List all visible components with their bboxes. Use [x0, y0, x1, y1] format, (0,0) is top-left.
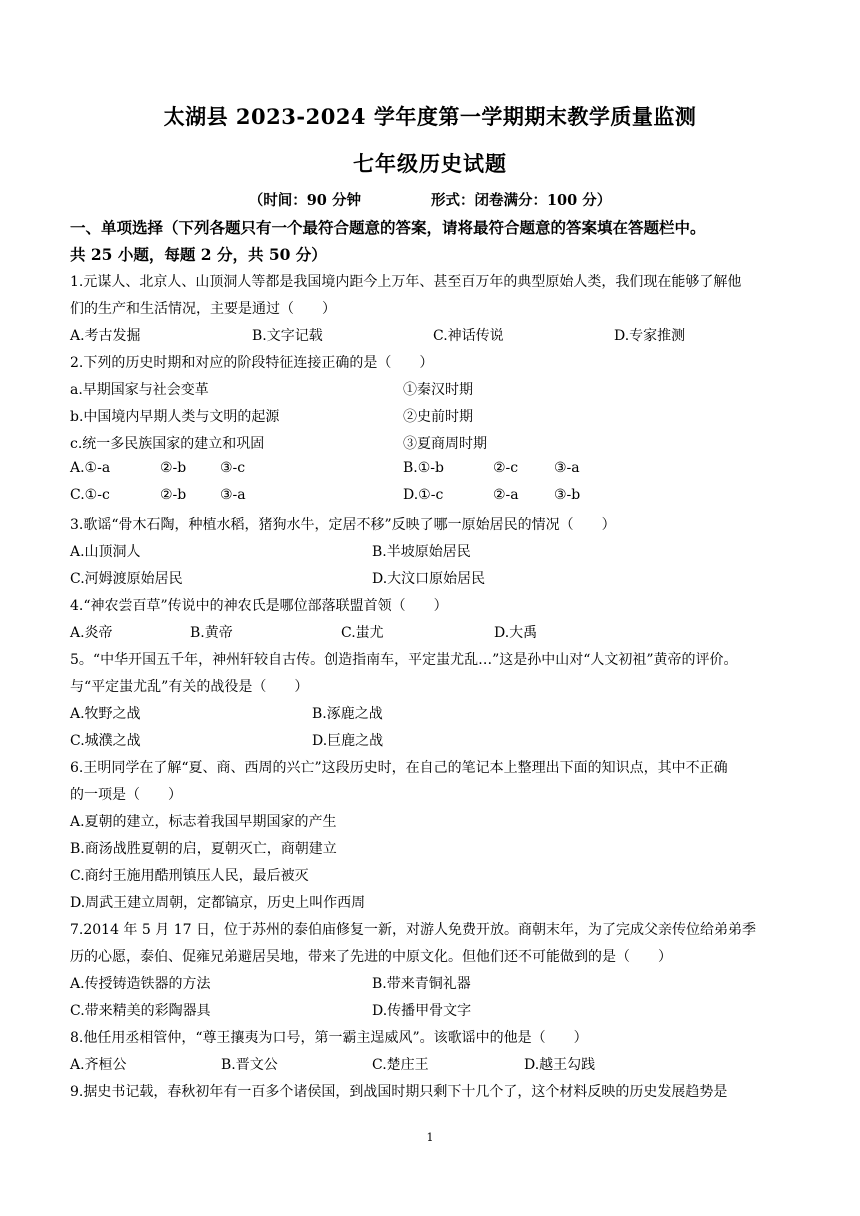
q7-options-row: [70, 973, 810, 993]
exam-meta: [0, 189, 860, 210]
q5-stem-line1: 5。“中华开国五千年，神州轩较自古传。创造指南车，平定蚩尤乱…”这是孙中山对“人文初祖”黄帝的评价。: [70, 652, 738, 668]
q2-option-c-part: ②-b: [160, 487, 187, 503]
q2-pair-row: [70, 406, 810, 426]
exam-form: 形式：闭卷满分：100 分）: [430, 192, 612, 209]
q2-option-c-part: ③-a: [220, 487, 246, 503]
q1-option-b: B.文字记载: [252, 328, 323, 344]
section-heading-line1: 一、单项选择（下列各题只有一个最符合题意的答案，请将最符合题意的答案填在答题栏中。: [70, 218, 706, 237]
section-heading-line2: 共 25 小题，每题 2 分，共 50 分）: [70, 245, 327, 264]
q4-option-d: D.大禹: [494, 625, 538, 641]
q8-stem: 8.他任用丞相管仲，“尊王攘夷为口号，第一霸主逞威风”。该歌谣中的他是（ ）: [70, 1030, 588, 1046]
q2-stem: 2.下列的历史时期和对应的阶段特征连接正确的是（ ）: [70, 355, 434, 371]
q3-options-row: [70, 541, 810, 561]
q2-options-row: [70, 487, 810, 507]
q5-options-row: [70, 730, 810, 750]
q2-pair-left: c.统一多民族国家的建立和巩固: [70, 436, 265, 452]
q5-stem-line2: 与“平定蚩尤乱”有关的战役是（ ）: [70, 679, 309, 695]
q3-options-row: [70, 568, 810, 588]
q6-option-d: D.周武王建立周朝，定都镐京，历史上叫作西周: [70, 895, 366, 911]
page-number: 1: [426, 1131, 434, 1144]
q6-option-b: B.商汤战胜夏朝的启，夏朝灭亡，商朝建立: [70, 841, 337, 857]
q2-option-b: B.①-b: [403, 460, 444, 476]
q5-option-b: B.涿鹿之战: [312, 706, 383, 722]
q3-option-c: C.河姆渡原始居民: [70, 571, 183, 587]
q5-options-row: [70, 703, 810, 723]
q2-option-b-part: ③-a: [554, 460, 580, 476]
q1-options: [70, 325, 810, 345]
q2-pair-right: ③夏商周时期: [403, 436, 487, 452]
q2-option-a-part: ②-b: [160, 460, 187, 476]
q2-pair-left: a.早期国家与社会变革: [70, 382, 209, 398]
q4-stem: 4.“神农尝百草”传说中的神农氏是哪位部落联盟首领（ ）: [70, 598, 448, 614]
exam-subtitle: 七年级历史试题: [353, 151, 507, 176]
q9-stem: 9.据史书记载，春秋初年有一百多个诸侯国，到战国时期只剩下十几个了，这个材料反映的历史发展趋势是: [70, 1084, 728, 1100]
q1-option-d: D.专家推测: [614, 328, 686, 344]
q5-option-c: C.城濮之战: [70, 733, 141, 749]
q2-pair-row: [70, 433, 810, 453]
q4-option-b: B.黄帝: [190, 625, 233, 641]
q2-pair-left: b.中国境内早期人类与文明的起源: [70, 409, 280, 425]
q1-stem-line1: 1.元谋人、北京人、山顶洞人等都是我国境内距今上万年、甚至百万年的典型原始人类，我们现在能够了解他: [70, 274, 742, 290]
q6-option-c: C.商纣王施用酷刑镇压人民，最后被灭: [70, 868, 309, 884]
q6-option-a: A.夏朝的建立，标志着我国早期国家的产生: [70, 814, 337, 830]
q1-option-c: C.神话传说: [433, 328, 504, 344]
q7-options-row: [70, 1000, 810, 1020]
q3-option-d: D.大汶口原始居民: [372, 571, 486, 587]
q2-option-c: C.①-c: [70, 487, 110, 503]
q6-stem-line1: 6.王明同学在了解“夏、商、西周的兴亡”这段历史时，在自己的笔记本上整理出下面的知识点，其中不正确: [70, 760, 728, 776]
q2-pair-row: [70, 379, 810, 399]
q7-stem-line2: 历的心愿，泰伯、促雍兄弟避居吴地，带来了先进的中原文化。但他们还不可能做到的是（ ）: [70, 949, 672, 965]
q8-option-c: C.楚庄王: [372, 1057, 429, 1073]
q8-option-b: B.晋文公: [221, 1057, 278, 1073]
q7-stem-line1: 7.2014 年 5 月 17 日，位于苏州的泰伯庙修复一新，对游人免费开放。商朝末年，为了完成父亲传位给弟弟季: [70, 922, 756, 938]
exam-time: （时间：90 分钟: [248, 192, 361, 209]
q8-option-d: D.越王勾践: [524, 1057, 596, 1073]
exam-title: 太湖县 2023-2024 学年度第一学期期末教学质量监测: [163, 104, 697, 129]
q8-option-a: A.齐桓公: [70, 1057, 127, 1073]
q7-option-a: A.传授铸造铁器的方法: [70, 976, 211, 992]
q4-options: [70, 622, 810, 642]
q2-options-row: [70, 460, 810, 480]
q3-option-b: B.半坡原始居民: [372, 544, 471, 560]
q4-option-c: C.蚩尤: [341, 625, 384, 641]
q2-option-d: D.①-c: [403, 487, 444, 503]
q5-option-a: A.牧野之战: [70, 706, 141, 722]
q8-options: [70, 1054, 810, 1074]
q2-option-b-part: ②-c: [493, 460, 519, 476]
q1-stem-line2: 们的生产和生活情况，主要是通过（ ）: [70, 301, 336, 317]
q7-option-c: C.带来精美的彩陶器具: [70, 1003, 211, 1019]
q7-option-b: B.带来青铜礼器: [372, 976, 471, 992]
q6-stem-line2: 的一项是（ ）: [70, 787, 182, 803]
q2-option-a: A.①-a: [70, 460, 111, 476]
q2-pair-right: ①秦汉时期: [403, 382, 473, 398]
q2-option-d-part: ③-b: [554, 487, 581, 503]
q3-option-a: A.山顶洞人: [70, 544, 141, 560]
q7-option-d: D.传播甲骨文字: [372, 1003, 472, 1019]
q1-option-a: A.考古发掘: [70, 328, 141, 344]
q4-option-a: A.炎帝: [70, 625, 113, 641]
q2-pair-right: ②史前时期: [403, 409, 473, 425]
q5-option-d: D.巨鹿之战: [312, 733, 384, 749]
q2-option-a-part: ③-c: [220, 460, 246, 476]
q2-option-d-part: ②-a: [493, 487, 519, 503]
q3-stem: 3.歌谣“骨木石陶，种植水稻，猪狗水牛，定居不移”反映了哪一原始居民的情况（ ）: [70, 517, 616, 533]
